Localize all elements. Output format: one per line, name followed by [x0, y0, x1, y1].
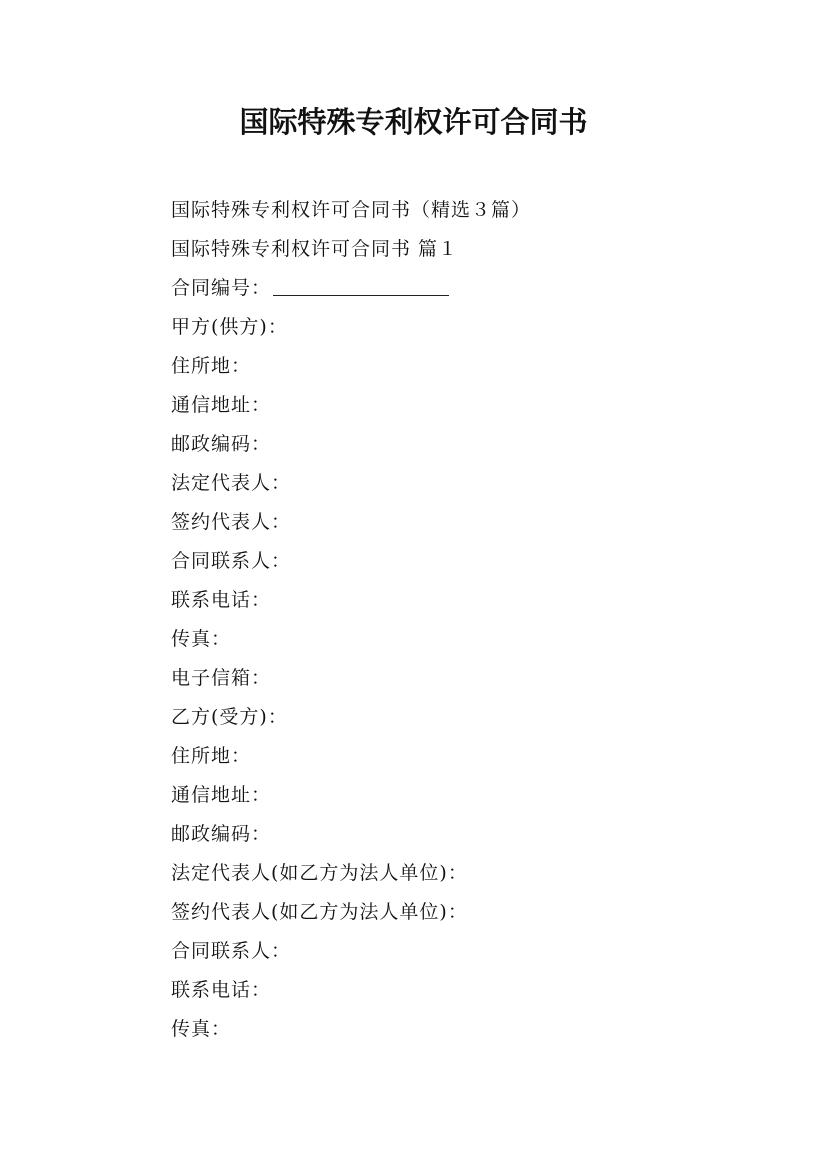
party-a-mailing-address: 通信地址： [171, 394, 272, 416]
party-a-heading: 甲方(供方)： [171, 316, 288, 338]
party-b-postal-code: 邮政编码： [171, 823, 272, 845]
party-a-address: 住所地： [171, 355, 252, 377]
text-line-subtitle: 国际特殊专利权许可合同书（精选３篇） [171, 199, 532, 221]
party-b-heading: 乙方(受方)： [171, 706, 288, 728]
party-b-contact: 合同联系人： [171, 940, 292, 962]
party-b-legal-rep: 法定代表人(如乙方为法人单位)： [171, 862, 468, 884]
document-title: 国际特殊专利权许可合同书 [239, 105, 588, 139]
party-b-fax: 传真： [171, 1018, 232, 1040]
party-a-phone: 联系电话： [171, 589, 272, 611]
party-a-email: 电子信箱： [171, 667, 272, 689]
party-b-mailing-address: 通信地址： [171, 784, 272, 806]
document-body [171, 191, 771, 1049]
text-line-section-heading: 国际特殊专利权许可合同书 篇１ [171, 238, 459, 260]
contract-number-label: 合同编号： [171, 277, 272, 299]
party-b-signing-rep: 签约代表人(如乙方为法人单位)： [171, 901, 468, 923]
party-b-address: 住所地： [171, 745, 252, 767]
party-a-postal-code: 邮政编码： [171, 433, 272, 455]
party-a-signing-rep: 签约代表人： [171, 511, 292, 533]
party-a-fax: 传真： [171, 628, 232, 650]
party-b-phone: 联系电话： [171, 979, 272, 1001]
contract-number-line [171, 269, 771, 308]
party-a-contact: 合同联系人： [171, 550, 292, 572]
contract-number-blank [273, 276, 449, 296]
party-a-legal-rep: 法定代表人： [171, 472, 292, 494]
